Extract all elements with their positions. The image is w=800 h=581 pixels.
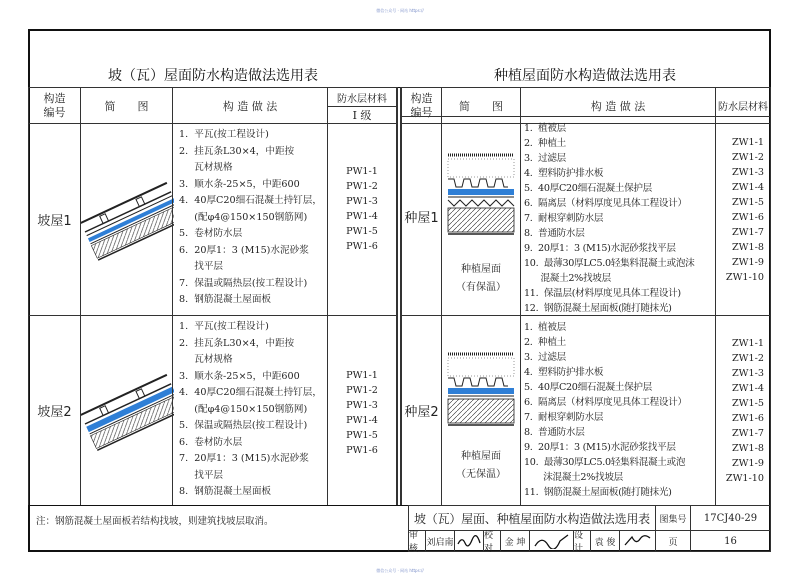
green-roof-diagram-cell	[441, 315, 521, 506]
material-code: ZW1-4	[732, 182, 764, 193]
green-roof-section-diagram	[442, 316, 520, 444]
left-header-code: 构造 编号	[28, 87, 81, 124]
material-code: PW1-4	[346, 211, 378, 222]
construction-step: 5. 卷材防水层	[179, 228, 243, 239]
concrete-slab	[448, 399, 514, 423]
material-code: ZW1-7	[732, 428, 764, 439]
right-table-title: 种植屋面防水构造做法选用表	[494, 68, 676, 84]
construction-step: 4. 塑料防护排水板	[524, 168, 604, 179]
construction-step: 11. 钢筋混凝土屋面板(随打随抹光)	[524, 487, 672, 498]
material-code: ZW1-10	[725, 272, 764, 283]
waterproof-layer	[448, 189, 514, 195]
reviewer-signature	[454, 530, 484, 552]
construction-step: 12. 钢筋混凝土屋面板(随打随抹光)	[524, 303, 672, 314]
construction-step: 2. 种植土	[524, 337, 566, 348]
left-row-label: 坡屋2	[28, 315, 81, 506]
soil-layer	[448, 358, 514, 376]
construction-step: 10. 最薄30厚LC5.0轻集料混凝土或泡沫	[524, 258, 695, 269]
soil-layer	[448, 159, 514, 177]
material-code: ZW1-4	[732, 383, 764, 394]
construction-step: 2. 挂瓦条L30×4，中距按	[179, 145, 295, 157]
material-code: PW1-3	[346, 196, 378, 207]
left-row1-codes	[327, 123, 397, 316]
check-label: 校对	[483, 530, 501, 552]
diagram-caption: （无保温）	[456, 469, 506, 480]
tile-roof-section-diagram	[81, 124, 174, 317]
material-code: PW1-6	[346, 241, 378, 252]
construction-step: 6. 卷材防水层	[179, 436, 243, 448]
construction-step: 混凝土2%找坡层	[524, 273, 611, 284]
construction-step: (配φ4@150×150钢筋网)	[179, 403, 308, 415]
material-code: ZW1-6	[732, 212, 764, 223]
construction-step: 找平层	[179, 261, 224, 272]
construction-step: 沫混凝土2%找坡层	[524, 472, 623, 483]
construction-step: 8. 钢筋混凝土屋面板	[179, 294, 272, 305]
construction-step: 1. 平瓦(按工程设计)	[179, 321, 269, 332]
left-header-grade: I 级	[327, 106, 397, 124]
left-header-diagram: 简 图	[80, 87, 173, 124]
right-header-code: 构造 编号	[401, 87, 442, 124]
material-code: ZW1-8	[732, 443, 764, 454]
material-code: ZW1-2	[732, 353, 764, 364]
construction-step: 1. 植被层	[524, 322, 566, 333]
construction-step: 6. 隔离层（材料厚度见具体工程设计）	[524, 198, 687, 209]
construction-step: 11. 保温层(材料厚度见具体工程设计)	[524, 288, 681, 299]
right-header-diagram: 简 图	[441, 87, 521, 124]
material-code: ZW1-7	[732, 227, 764, 238]
construction-step: 瓦材规格	[179, 162, 233, 173]
material-code: ZW1-5	[732, 197, 764, 208]
tile-roof-section-diagram	[81, 316, 174, 507]
tile-roof-diagram-cell	[80, 315, 173, 506]
footer-note: 注：钢筋混凝土屋面板若结构找坡，则建筑找坡层取消。	[36, 516, 274, 527]
tile-roof-diagram-cell	[80, 123, 173, 316]
construction-step: 2. 挂瓦条L30×4，中距按	[179, 337, 295, 349]
construction-step: 6. 20厚1：3 (M15)水泥砂浆	[179, 244, 309, 256]
construction-step: 1. 平瓦(按工程设计)	[179, 129, 269, 140]
drainage-board	[448, 378, 508, 386]
checker-name: 金 坤	[500, 530, 530, 552]
construction-step: 9. 20厚1：3 (M15)水泥砂浆找平层	[524, 442, 676, 453]
diagram-caption: （有保温）	[456, 282, 506, 293]
construction-step: 7. 20厚1：3 (M15)水泥砂浆	[179, 453, 309, 464]
left-row2-steps	[172, 315, 328, 506]
construction-step: 3. 过滤层	[524, 352, 566, 363]
material-code: PW1-1	[346, 370, 378, 381]
right-row-label: 种屋1	[401, 116, 442, 316]
concrete-slab	[448, 208, 514, 232]
page-label: 页	[655, 530, 691, 552]
material-code: PW1-6	[346, 445, 378, 456]
left-row-label: 坡屋1	[28, 123, 81, 316]
left-row2-codes	[327, 315, 397, 506]
left-row1-steps	[172, 123, 328, 316]
construction-step: 9. 20厚1：3 (M15)水泥砂浆找平层	[524, 243, 676, 254]
construction-step: 3. 顺水条-25×5，中距600	[179, 178, 300, 190]
construction-step: 3. 顺水条-25×5，中距600	[179, 370, 300, 382]
insulation-layer	[448, 200, 514, 206]
drainage-board	[448, 179, 508, 187]
diagram-caption: 种植屋面	[461, 451, 501, 462]
review-label: 审核	[408, 530, 426, 552]
material-code: ZW1-6	[732, 413, 764, 424]
material-code: ZW1-10	[725, 473, 764, 484]
right-row1-codes	[715, 116, 771, 316]
right-row1-steps	[520, 116, 716, 316]
material-code: PW1-5	[346, 430, 378, 441]
construction-step: 4. 40厚C20细石混凝土持钉层，	[179, 195, 322, 206]
material-code: PW1-4	[346, 415, 378, 426]
construction-step: 找平层	[179, 469, 224, 481]
right-row-label: 种屋2	[401, 315, 442, 506]
material-code: ZW1-9	[732, 257, 764, 268]
material-code: ZW1-1	[732, 137, 764, 148]
construction-step: 3. 过滤层	[524, 153, 566, 164]
atlas-label: 图集号	[655, 505, 691, 531]
material-code: ZW1-9	[732, 458, 764, 469]
construction-step: (配φ4@150×150钢筋网)	[179, 211, 308, 223]
construction-step: 5. 保温或隔热层(按工程设计)	[179, 420, 308, 431]
construction-step: 8. 普通防水层	[524, 228, 585, 239]
right-row2-steps	[520, 315, 716, 506]
left-table-title: 坡（瓦）屋面防水构造做法选用表	[108, 68, 318, 84]
green-roof-section-diagram	[442, 117, 520, 257]
material-code: PW1-1	[346, 166, 378, 177]
construction-step: 1. 植被层	[524, 123, 566, 134]
material-code: ZW1-5	[732, 398, 764, 409]
construction-step: 10. 最薄30厚LC5.0轻集料混凝土或泡	[524, 457, 686, 468]
material-code: ZW1-3	[732, 167, 764, 178]
construction-step: 4. 塑料防护排水板	[524, 367, 604, 378]
designer-signature	[619, 530, 656, 552]
material-code: PW1-2	[346, 385, 378, 396]
construction-step: 4. 40厚C20细石混凝土持钉层，	[179, 387, 322, 398]
reviewer-name: 刘启南	[425, 530, 455, 552]
construction-step: 2. 种植土	[524, 138, 566, 149]
right-row2-codes	[715, 315, 771, 506]
material-code: ZW1-3	[732, 368, 764, 379]
construction-step: 7. 耐根穿刺防水层	[524, 412, 604, 423]
watermark-bottom: 微信公众号 · 网站 https://	[376, 568, 424, 573]
construction-step: 6. 隔离层（材料厚度见具体工程设计）	[524, 397, 687, 408]
left-header-method: 构 造 做 法	[172, 87, 328, 124]
material-code: ZW1-8	[732, 242, 764, 253]
material-code: ZW1-2	[732, 152, 764, 163]
sheet-title: 坡（瓦）屋面、种植屋面防水构造做法选用表	[408, 505, 656, 531]
material-code: ZW1-1	[732, 338, 764, 349]
construction-step: 8. 普通防水层	[524, 427, 585, 438]
green-roof-diagram-cell	[441, 116, 521, 316]
design-label: 设计	[573, 530, 591, 552]
material-code: PW1-5	[346, 226, 378, 237]
page-number: 16	[690, 530, 771, 552]
material-code: PW1-3	[346, 400, 378, 411]
construction-step: 瓦材规格	[179, 354, 233, 365]
left-header-material: 防水层材料	[327, 87, 397, 107]
right-header-method: 构 造 做 法	[520, 87, 716, 124]
construction-step: 7. 保温或隔热层(按工程设计)	[179, 277, 308, 289]
construction-step: 7. 耐根穿刺防水层	[524, 213, 604, 224]
atlas-number: 17CJ40-29	[690, 505, 771, 531]
right-header-material: 防水层材料	[715, 87, 771, 124]
watermark-top: 微信公众号 · 网站 https://	[376, 8, 424, 13]
checker-signature	[529, 530, 574, 552]
diagram-caption: 种植屋面	[461, 264, 501, 275]
construction-step: 5. 40厚C20细石混凝土保护层	[524, 183, 652, 194]
waterproof-layer	[448, 388, 514, 394]
designer-name: 袁 俊	[590, 530, 620, 552]
construction-step: 5. 40厚C20细石混凝土保护层	[524, 382, 652, 393]
material-code: PW1-2	[346, 181, 378, 192]
construction-step: 8. 钢筋混凝土屋面板	[179, 486, 272, 497]
